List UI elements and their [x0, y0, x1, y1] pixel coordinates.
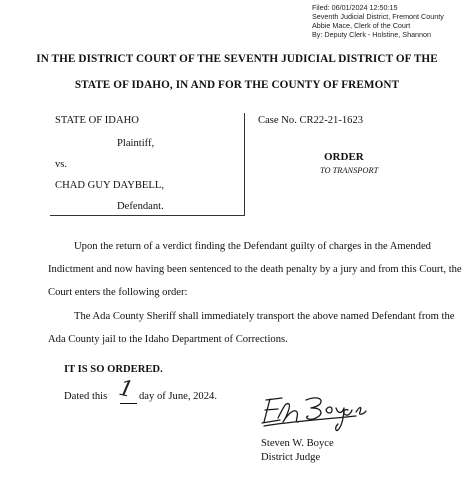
- filing-stamp: [312, 4, 444, 40]
- filing-stamp-line: Filed: 06/01/2024 12:50:15: [312, 3, 398, 12]
- defendant-role: Defendant.: [117, 201, 164, 212]
- filing-stamp-line: Abbie Mace, Clerk of the Court: [312, 20, 411, 30]
- plaintiff-name: STATE OF IDAHO: [55, 115, 139, 126]
- plaintiff-role: Plaintiff,: [117, 138, 155, 149]
- document-title: ORDER: [324, 151, 364, 163]
- court-header-line-1: IN THE DISTRICT COURT OF THE SEVENTH JUDICIAL DISTRICT OF THE: [36, 53, 438, 65]
- paragraph-1-line-2: Indictment and now having been sentenced to the death penalty by a jury and from this Court, the: [48, 264, 462, 275]
- filing-stamp-line: By: Deputy Clerk - Holstine, Shannon: [312, 29, 432, 39]
- judge-title: District Judge: [261, 452, 321, 463]
- judge-signature: [256, 392, 376, 438]
- dated-prefix: Dated this: [64, 391, 108, 402]
- defendant-name: CHAD GUY DAYBELL,: [55, 180, 164, 191]
- dated-suffix: day of June, 2024.: [139, 391, 217, 402]
- court-header-line-2: STATE OF IDAHO, IN AND FOR THE COUNTY OF FREMONT: [74, 79, 400, 91]
- paragraph-1-line-3: Court enters the following order:: [48, 287, 188, 298]
- so-ordered: IT IS SO ORDERED.: [64, 364, 163, 375]
- versus-label: vs.: [55, 159, 68, 170]
- dated-day-handwritten: 1: [116, 375, 136, 404]
- caption-horizontal-divider: [50, 215, 245, 216]
- dated-day-underline: [120, 403, 137, 404]
- judge-name: Steven W. Boyce: [261, 438, 334, 449]
- filing-stamp-line: Seventh Judicial District, Fremont County: [312, 11, 444, 21]
- document-subtitle: TO TRANSPORT: [320, 166, 379, 175]
- caption-vertical-divider: [244, 113, 245, 215]
- paragraph-1-line-1: Upon the return of a verdict finding the Defendant guilty of charges in the Amended: [74, 241, 431, 252]
- paragraph-2-line-2: Ada County jail to the Idaho Department of Corrections.: [48, 334, 288, 345]
- case-number: Case No. CR22-21-1623: [258, 115, 364, 126]
- paragraph-2-line-1: The Ada County Sheriff shall immediately transport the above named Defendant from the: [74, 311, 455, 322]
